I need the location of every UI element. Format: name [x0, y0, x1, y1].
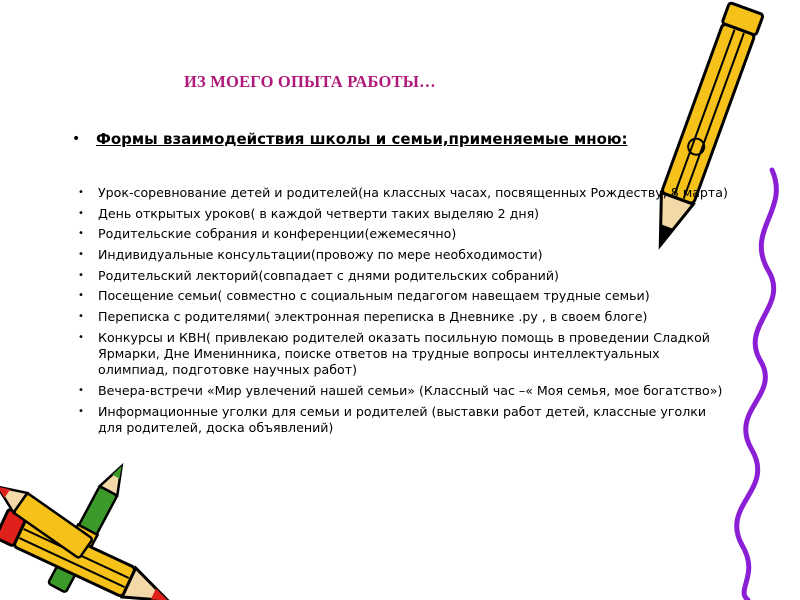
- list-item: • Вечера-встречи «Мир увлечений нашей семьи» (Классный час –« Моя семья, мое богатство»): [78, 383, 723, 399]
- subtitle-block: [72, 128, 722, 150]
- list-item: • Родительские собрания и конференции(ежемесячно): [78, 226, 457, 242]
- list-item: • Переписка с родителями( электронная переписка в Дневнике .ру , в своем блоге): [78, 309, 648, 325]
- bullet-icon: •: [72, 131, 81, 147]
- bullet-icon: •: [78, 249, 84, 261]
- pencil-icon: [0, 461, 175, 600]
- bullet-icon: •: [78, 187, 84, 198]
- bullet-icon: •: [78, 311, 84, 323]
- bullet-icon: •: [78, 290, 84, 302]
- list-item: • Урок-соревнование детей и родителей(на классных часах, посвященных Рождеству, 8 марта): [78, 185, 728, 200]
- list-item: • Посещение семьи( совместно с социальным педагогом навещаем трудные семьи): [78, 288, 650, 304]
- bullet-icon: •: [78, 207, 84, 219]
- bullet-icon: •: [78, 385, 84, 397]
- subtitle: Формы взаимодействия школы и семьи,применяемые мною:: [96, 130, 628, 148]
- squiggle-line: [737, 170, 777, 600]
- bullet-icon: •: [78, 405, 84, 417]
- list-item: • Родительский лекторий(совпадает с днями родительских собраний): [78, 267, 559, 283]
- list-item: • Конкурсы и КВН( привлекаю родителей оказать посильную помощь в проведении Сладкой Ярмарки, Дне Именинника, поиске ответов на трудные вопросы интеллектуальных олимпиад, подготовке научных работ): [78, 329, 710, 378]
- list-item: • День открытых уроков( в каждой четверти таких выделяю 2 дня): [78, 205, 540, 221]
- bullet-icon: •: [78, 228, 84, 240]
- bullet-list: [78, 185, 728, 441]
- bullet-icon: •: [78, 269, 84, 281]
- bullet-icon: •: [78, 331, 84, 343]
- page-title: ИЗ МОЕГО ОПЫТА РАБОТЫ…: [184, 72, 436, 91]
- list-item: • Индивидуальные консультации(провожу по мере необходимости): [78, 247, 543, 263]
- list-item: • Информационные уголки для семьи и родителей (выставки работ детей, классные уголки для родителей, доска объявлений): [78, 403, 707, 436]
